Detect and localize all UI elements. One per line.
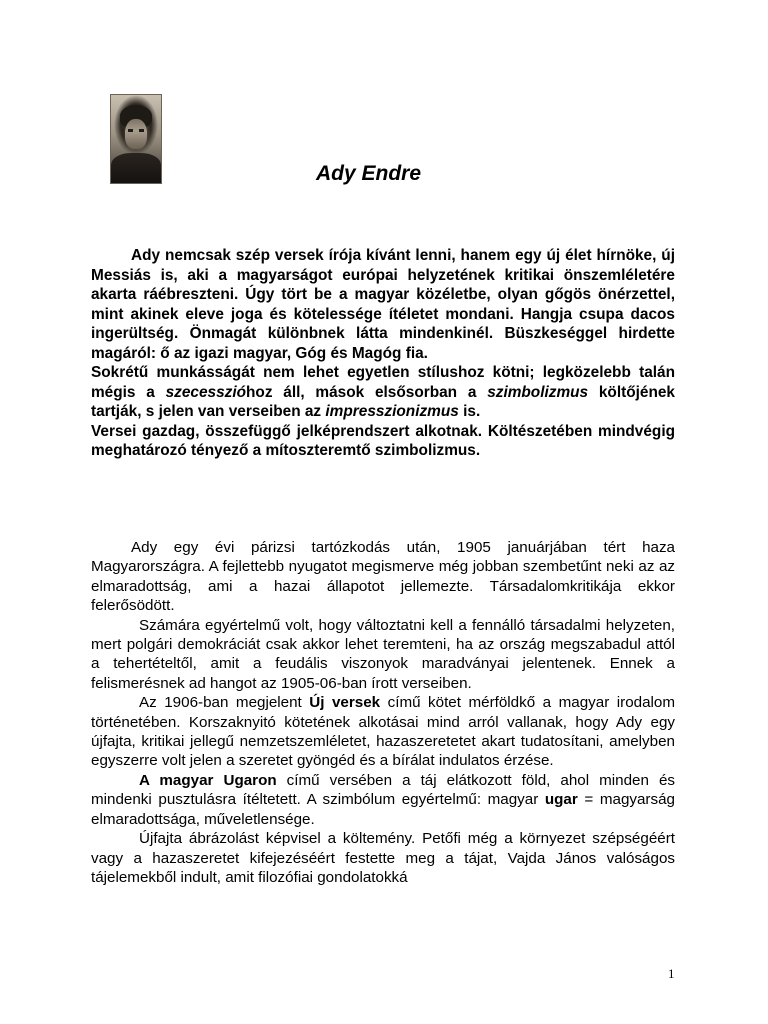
intro-section [91,246,675,461]
portrait-face [125,119,147,149]
author-portrait-image [110,94,162,184]
body-paragraph-2 [91,616,675,694]
text-run: Az 1906-ban megjelent [139,694,310,712]
body-paragraph-3 [91,693,675,771]
page-title: Ady Endre [316,162,422,185]
page-number: 1 [668,966,675,981]
body-section [91,538,675,887]
text-run: Versei gazdag, összefüggő jelképrendszert alkotnak. Költészetében mindvégig meghatározó tényező a mítoszteremtő szimbolizmus. [91,422,675,459]
text-run: ugar [544,791,578,809]
text-run: A magyar Ugaron [139,771,277,789]
body-paragraph-1 [91,538,675,616]
text-run: költőjének tartják, s jelen van verseiben az [91,383,675,420]
intro-paragraph-3 [91,422,675,461]
intro-paragraph-2 [91,363,675,422]
text-run: Ady egy évi párizsi tartózkodás után, 1905 januárjában tért haza Magyarországra. A fejlettebb nyugatot megismerve még jobban szembetűnt neki az az elmaradottság, ami a hazai állapotot jellemezte. Társadalomkritikája ekkor felerősödött. [91,539,675,615]
text-run: = magyarság elmaradottsága, műveletlensége. [91,791,675,828]
text-run: impresszionizmus [325,403,459,420]
text-run: Ady nemcsak szép versek írója kívánt lenni, hanem egy új élet hírnöke, új Messiás is, aki a magyarságot európai helyzetének kritikai önszemléletére akarta ráébreszteni. Úgy tört be a magyar közéletbe, olyan gőgös önérzettel, mint akinek eleve joga és kötelessége ítéletet mondani. Hangja csupa dacos ingerültség. Önmagát különbnek látta mindenkinél. Büszkeséggel hirdette magáról: ő az igazi magyar, Góg és Magóg fia. [91,247,675,362]
portrait-eyes [128,129,144,132]
body-paragraph-4 [91,771,675,829]
text-run: Újfajta ábrázolást képvisel a költemény. Petőfi még a környezet szépségéért vagy a hazaszeretet kifejezéséért festette meg a tájat, Vajda János valóságos tájelemekből indult, amit filozófiai gondolatokká [91,830,675,886]
text-run: Új versek [309,694,381,712]
text-run: hoz áll, mások elsősorban a [246,383,488,401]
text-run: is. [458,403,481,420]
text-run: Számára egyértelmű volt, hogy változtatni kell a fennálló társadalmi helyzeten, mert polgári demokráciát csak akkor lehet teremteni, ha az ország megszabadul attól a tehertételtől, amit a feudális viszonyok maradványai jelentenek. Ennek a felismerésnek ad hangot az 1905-06-ban írott verseiben. [91,616,675,692]
body-paragraph-5 [91,829,675,887]
text-run: Sokrétű munkásságát nem lehet egyetlen stílushoz kötni; legközelebb talán mégis a [91,364,675,401]
intro-paragraph-1 [91,246,675,363]
text-run: szimbolizmus [487,383,589,401]
portrait-body [111,153,161,183]
text-run: című kötet mérföldkő a magyar irodalom történetében. Korszaknyitó kötetének alkotásai mind arról vallanak, hogy Ady egy újfajta, kritikai jellegű nemzetszemléletet, hazaszeretetet akart tudatosítani, amelyben egyszerre volt jelen a szeretet gyöngéd és a bírálat indulatos érzése. [91,694,676,770]
text-run: című versében a táj elátkozott föld, ahol minden és mindenki pusztulásra ítéltetett. A szimbólum egyértelmű: magyar [91,771,675,809]
text-run: szecesszió [165,383,247,401]
